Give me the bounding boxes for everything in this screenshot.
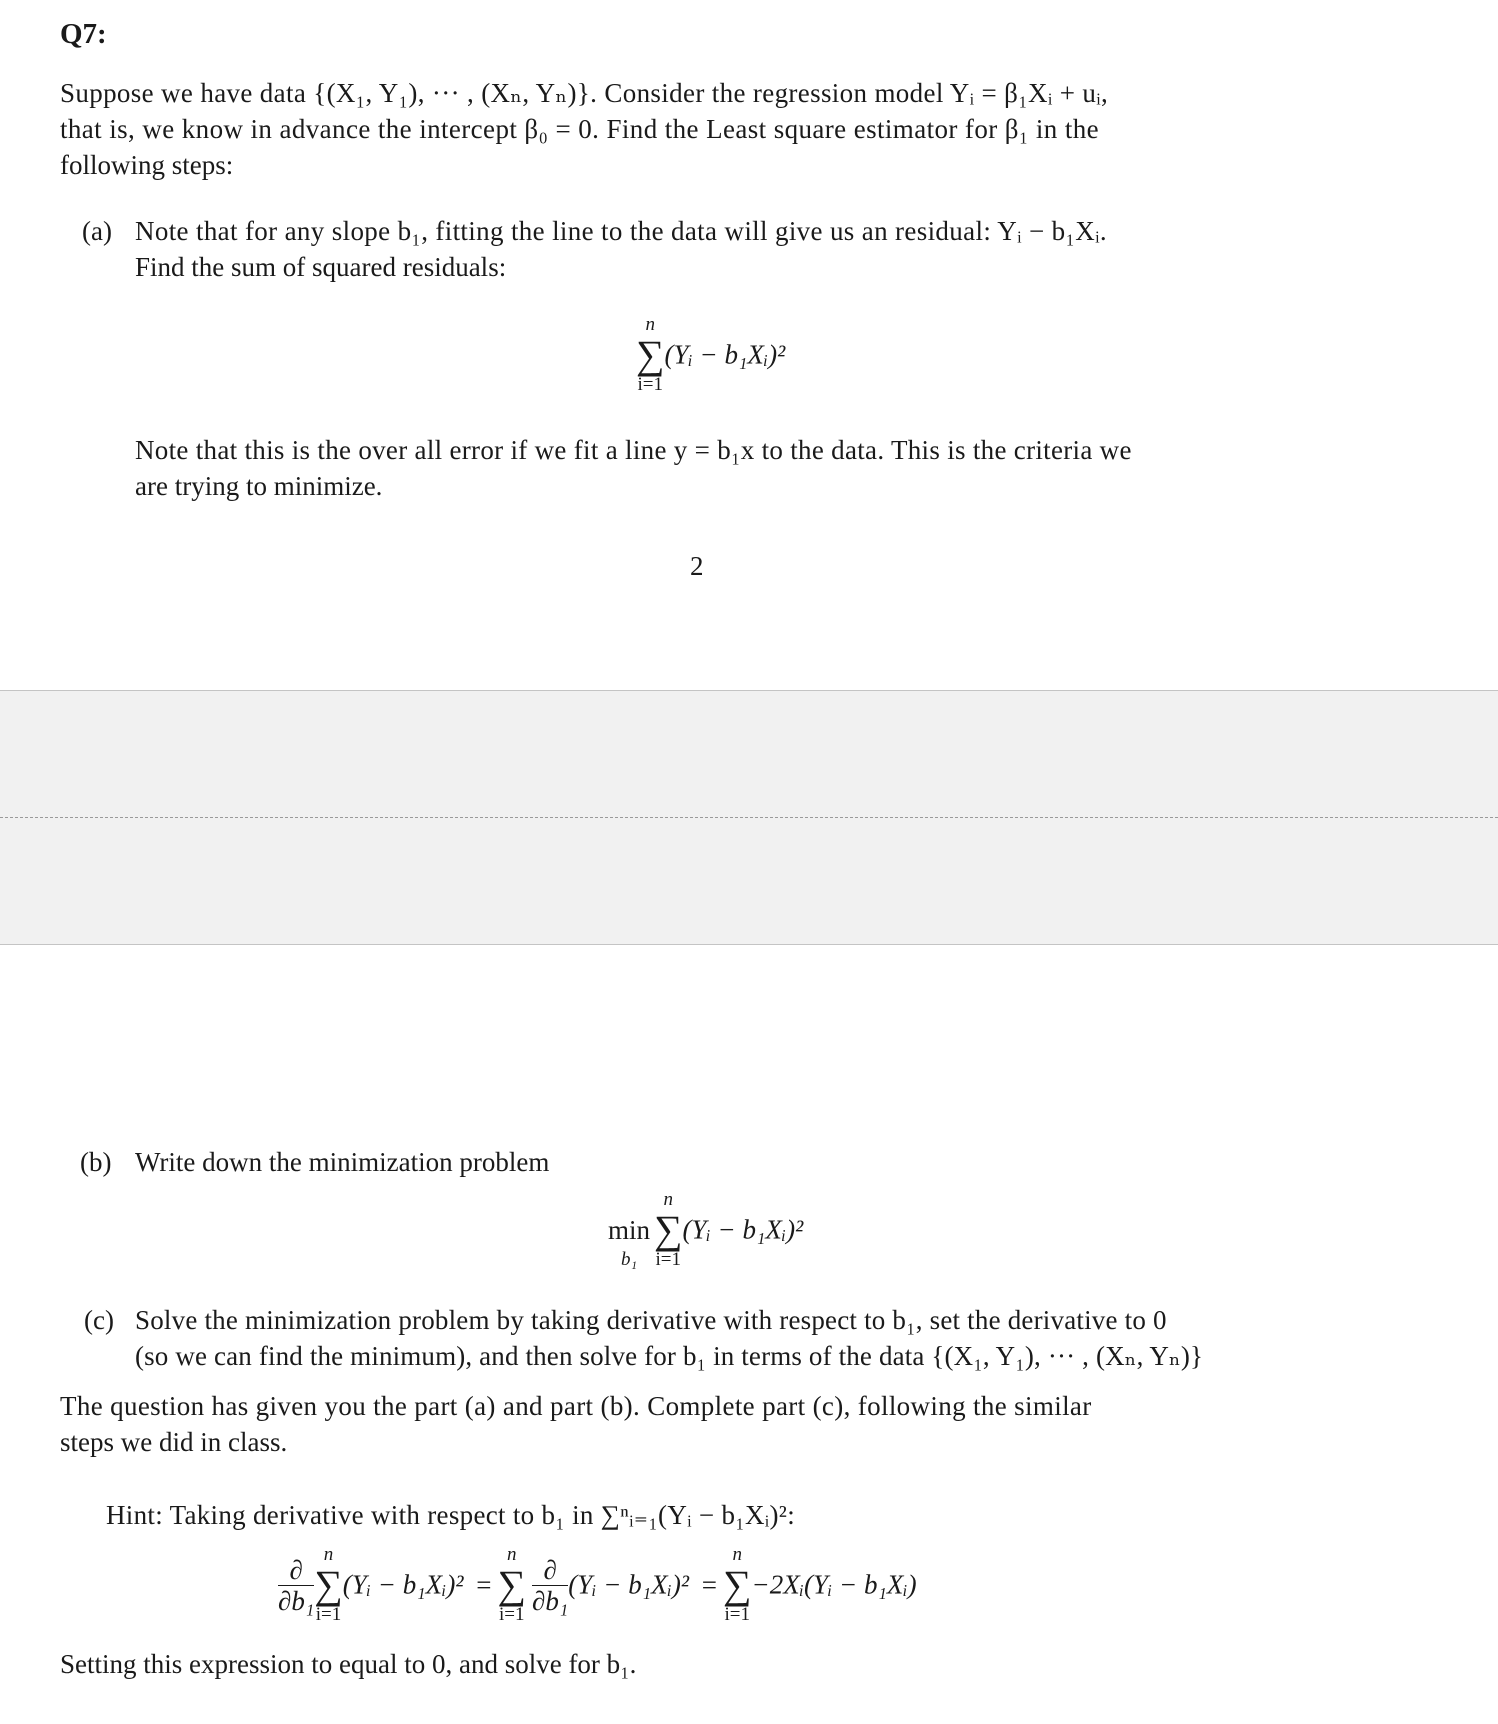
summation-symbol: n ∑ i=1: [722, 1544, 752, 1625]
part-a-line-2: Find the sum of squared residuals:: [135, 252, 507, 282]
page-break-line: [0, 817, 1498, 818]
part-c-marker: (c): [84, 1305, 114, 1335]
partial-derivative-fraction: $\frac{\partial}{\text{∂b₁}}$: [532, 1554, 569, 1616]
part-a-marker: (a): [82, 216, 112, 246]
closing-text: Setting this expression to equal to 0, and solve for b₁.: [60, 1649, 637, 1679]
question-label: Q7:: [60, 18, 107, 50]
derivative-equation: $\frac{\partial}{\text{∂b₁}}$ n ∑ i=1 (Yᵢ − b₁Xᵢ)² = n ∑ i=1 $\frac{\partial}{\text{∂b₁}}$ (Yᵢ − b₁Xᵢ)² = n ∑ i=1 −2Xᵢ(Yᵢ − b₁Xᵢ): [278, 1544, 917, 1625]
part-a-line-1: Note that for any slope b₁, fitting the line to the data will give us an residual: Yᵢ − b₁Xᵢ.: [135, 216, 1107, 246]
min-operator: min b₁: [608, 1215, 651, 1270]
summation-symbol: n ∑ i=1: [314, 1544, 343, 1625]
instructions-line-2: steps we did in class.: [60, 1427, 288, 1457]
part-c-line-2: (so we can find the minimum), and then solve for b₁ in terms of the data {(X₁, Y₁), ··· , (Xₙ, Yₙ)}: [135, 1341, 1204, 1371]
sum-squared-residuals-equation: n ∑ i=1 (Yᵢ − b₁Xᵢ)²: [636, 314, 786, 395]
intro-line-3: following steps:: [60, 150, 234, 180]
summation-symbol: n ∑ i=1: [654, 1189, 683, 1270]
summation-symbol: n ∑ i=1: [497, 1544, 526, 1625]
instructions-line-1: The question has given you the part (a) and part (b). Complete part (c), following the similar: [60, 1391, 1092, 1421]
hint-text: Hint: Taking derivative with respect to b₁ in ∑ⁿᵢ₌₁(Yᵢ − b₁Xᵢ)²:: [106, 1500, 796, 1530]
minimization-equation: min b₁ n ∑ i=1 (Yᵢ − b₁Xᵢ)²: [608, 1189, 804, 1270]
page-number: 2: [690, 551, 704, 581]
intro-line-1: Suppose we have data {(X₁, Y₁), ··· , (Xₙ, Yₙ)}. Consider the regression model Yᵢ = β₁Xᵢ + uᵢ,: [60, 78, 1109, 108]
intro-line-2: that is, we know in advance the intercept β₀ = 0. Find the Least square estimator for β₁ in the: [60, 114, 1100, 144]
part-c-line-1: Solve the minimization problem by taking derivative with respect to b₁, set the derivative to 0: [135, 1305, 1167, 1335]
partial-derivative-fraction: $\frac{\partial}{\text{∂b₁}}$: [278, 1554, 315, 1616]
part-a-note-line-2: are trying to minimize.: [135, 471, 383, 501]
summation-symbol: n ∑ i=1: [636, 314, 665, 395]
part-b-text: Write down the minimization problem: [135, 1147, 550, 1177]
part-a-note-line-1: Note that this is the over all error if we fit a line y = b₁x to the data. This is the criteria we: [135, 435, 1132, 465]
part-b-marker: (b): [80, 1147, 112, 1177]
